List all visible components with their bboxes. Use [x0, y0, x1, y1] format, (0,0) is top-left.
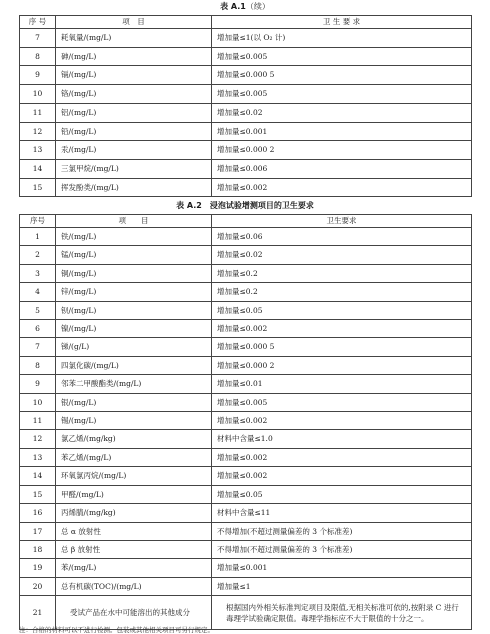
table-row [20, 29, 472, 48]
cell-item: 甲醛/(mg/L) [56, 485, 212, 503]
table-a2-title: 表 A.2 浸泡试验增测项目的卫生要求 [176, 201, 314, 210]
cell-requirement: 增加量≤0.05 [212, 485, 472, 503]
cell-item: 锡/(mg/L) [56, 412, 212, 430]
cell-requirement: 增加量≤0.005 [212, 393, 472, 411]
cell-no: 18 [20, 540, 56, 558]
cell-requirement: 增加量≤0.001 [212, 559, 472, 577]
header-requirement: 卫 生 要 求 [212, 16, 472, 29]
table-row [20, 338, 472, 356]
cell-requirement: 增加量≤0.002 [212, 467, 472, 485]
cell-item: 铬/(mg/L) [56, 85, 212, 104]
cell-item: 总 β 放射性 [56, 540, 212, 558]
table-a1-subtitle: （续） [245, 2, 270, 11]
cell-no: 8 [20, 47, 56, 66]
cell-item: 锌/(mg/L) [56, 283, 212, 301]
cell-item: 铁/(mg/L) [56, 228, 212, 246]
cell-no: 7 [20, 338, 56, 356]
cell-requirement: 不得增加(不超过测量偏差的 3 个标准差) [212, 522, 472, 540]
cell-no: 9 [20, 375, 56, 393]
cell-item: 苯/(mg/L) [56, 559, 212, 577]
cell-item: 镉/(mg/L) [56, 66, 212, 85]
header-item: 项 目 [56, 16, 212, 29]
table-a2-caption [0, 200, 490, 212]
table-row [20, 559, 472, 577]
header-item: 项 目 [56, 215, 212, 228]
cell-no: 8 [20, 356, 56, 374]
table-a1-header-row [20, 16, 472, 29]
table-row [20, 159, 472, 178]
cell-requirement: 增加量≤0.000 5 [212, 66, 472, 85]
cell-requirement: 不得增加(不超过测量偏差的 3 个标准差) [212, 540, 472, 558]
cell-requirement: 增加量≤0.000 2 [212, 141, 472, 160]
cell-no: 1 [20, 228, 56, 246]
cell-requirement: 增加量≤0.02 [212, 103, 472, 122]
cell-item: 铅/(mg/L) [56, 122, 212, 141]
table-row [20, 467, 472, 485]
cell-item: 镍/(mg/L) [56, 320, 212, 338]
table-a1 [19, 15, 472, 197]
table-row [20, 228, 472, 246]
cell-item: 砷/(mg/L) [56, 47, 212, 66]
cell-item: 锰/(mg/L) [56, 246, 212, 264]
cell-no: 19 [20, 559, 56, 577]
cell-requirement: 增加量≤0.01 [212, 375, 472, 393]
table-row [20, 596, 472, 630]
table-row [20, 141, 472, 160]
cell-item: 汞/(mg/L) [56, 141, 212, 160]
table-row [20, 522, 472, 540]
table-row [20, 85, 472, 104]
cell-no: 15 [20, 485, 56, 503]
table-row [20, 375, 472, 393]
cell-item: 邻苯二甲酸酯类/(mg/L) [56, 375, 212, 393]
table-row [20, 485, 472, 503]
header-no: 序 号 [20, 16, 56, 29]
cell-no: 5 [20, 301, 56, 319]
cell-requirement: 增加量≤0.05 [212, 301, 472, 319]
cell-item: 受试产品在水中可能溶出的其他成分 [56, 596, 212, 630]
cell-no: 13 [20, 448, 56, 466]
cell-no: 15 [20, 178, 56, 197]
cell-requirement: 增加量≤0.2 [212, 264, 472, 282]
cell-item: 总有机碳(TOC)/(mg/L) [56, 577, 212, 595]
cell-requirement: 增加量≤1(以 O₂ 计) [212, 29, 472, 48]
cell-requirement: 材料中含量≤1.0 [212, 430, 472, 448]
cell-requirement: 增加量≤0.002 [212, 412, 472, 430]
cell-no: 17 [20, 522, 56, 540]
cell-no: 12 [20, 430, 56, 448]
cell-item: 挥发酚类/(mg/L) [56, 178, 212, 197]
cell-item: 氯乙烯/(mg/kg) [56, 430, 212, 448]
cell-requirement: 材料中含量≤11 [212, 504, 472, 522]
table-row [20, 122, 472, 141]
cell-item: 环氧氯丙烷/(mg/L) [56, 467, 212, 485]
cell-no: 7 [20, 29, 56, 48]
cell-requirement: 增加量≤0.006 [212, 159, 472, 178]
header-requirement: 卫生要求 [212, 215, 472, 228]
cell-no: 11 [20, 103, 56, 122]
table-row [20, 577, 472, 595]
table-row [20, 103, 472, 122]
cell-no: 16 [20, 504, 56, 522]
table-a1-caption [0, 1, 490, 13]
cell-requirement: 增加量≤0.06 [212, 228, 472, 246]
cell-no: 14 [20, 467, 56, 485]
cell-no: 21 [20, 596, 56, 630]
table-row [20, 47, 472, 66]
cell-item: 三氯甲烷/(mg/L) [56, 159, 212, 178]
table-a2 [19, 214, 472, 630]
cell-item: 钡/(mg/L) [56, 301, 212, 319]
table-row [20, 301, 472, 319]
cell-no: 13 [20, 141, 56, 160]
cell-requirement: 增加量≤0.000 2 [212, 356, 472, 374]
cell-requirement: 增加量≤0.002 [212, 178, 472, 197]
cell-no: 2 [20, 246, 56, 264]
cell-no: 10 [20, 393, 56, 411]
cell-requirement: 增加量≤0.002 [212, 320, 472, 338]
table-row [20, 412, 472, 430]
cell-no: 12 [20, 122, 56, 141]
cell-requirement: 增加量≤1 [212, 577, 472, 595]
table-a1-title: 表 A.1 [220, 2, 246, 11]
cell-no: 14 [20, 159, 56, 178]
cell-item: 丙烯腈/(mg/kg) [56, 504, 212, 522]
cell-item: 苯乙烯/(mg/L) [56, 448, 212, 466]
table-row [20, 246, 472, 264]
cell-item: 锑/(g/L) [56, 338, 212, 356]
cell-item: 铜/(mg/L) [56, 264, 212, 282]
table-a2-header-row [20, 215, 472, 228]
cell-requirement: 增加量≤0.001 [212, 122, 472, 141]
cell-no: 10 [20, 85, 56, 104]
cell-requirement: 增加量≤0.02 [212, 246, 472, 264]
cell-item: 四氯化碳/(mg/L) [56, 356, 212, 374]
table-row [20, 356, 472, 374]
footnote: 注：合格的材料可以不进行检测。包装或其他相关项目可另行规定。 [19, 626, 214, 634]
table-row [20, 540, 472, 558]
cell-item: 铝/(mg/L) [56, 103, 212, 122]
cell-requirement: 增加量≤0.000 5 [212, 338, 472, 356]
table-row [20, 393, 472, 411]
cell-no: 6 [20, 320, 56, 338]
cell-no: 20 [20, 577, 56, 595]
cell-requirement: 增加量≤0.2 [212, 283, 472, 301]
cell-requirement: 增加量≤0.005 [212, 85, 472, 104]
cell-requirement: 根据国内外相关标准判定项目及限值,无相关标准可依的,按附录 C 进行毒理学试验确定限值。毒理学指标应不大于限值的十分之一。 [212, 596, 472, 630]
table-row [20, 283, 472, 301]
cell-item: 银/(mg/L) [56, 393, 212, 411]
header-no: 序号 [20, 215, 56, 228]
table-row [20, 430, 472, 448]
cell-no: 9 [20, 66, 56, 85]
cell-requirement: 增加量≤0.002 [212, 448, 472, 466]
cell-no: 4 [20, 283, 56, 301]
cell-item: 总 α 放射性 [56, 522, 212, 540]
table-row [20, 66, 472, 85]
cell-requirement: 增加量≤0.005 [212, 47, 472, 66]
table-row [20, 320, 472, 338]
table-row [20, 178, 472, 197]
cell-no: 3 [20, 264, 56, 282]
table-row [20, 448, 472, 466]
cell-item: 耗氧量/(mg/L) [56, 29, 212, 48]
table-row [20, 264, 472, 282]
table-row [20, 504, 472, 522]
cell-no: 11 [20, 412, 56, 430]
